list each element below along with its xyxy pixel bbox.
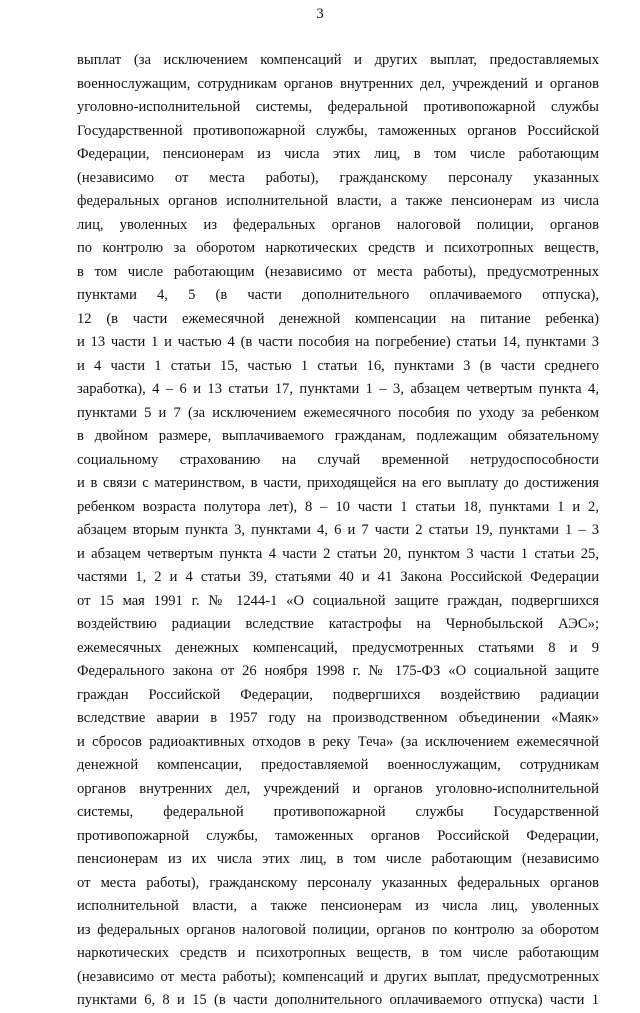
text-line: наркотических средств и психотропных веществ, в том числе работающим [77, 945, 599, 961]
text-line: органов внутренних дел, учреждений и органов уголовно-исполнительной [77, 780, 599, 797]
text-line: по контролю за оборотом наркотических средств и психотропных веществ, [77, 240, 599, 256]
text-line: исполнительной власти, а также пенсионерам из числа лиц, уволенных [77, 898, 599, 914]
text-line: и абзацем четвертым пункта 4 части 2 статьи 20, пунктом 3 части 1 статьи 25, [77, 545, 599, 562]
text-line: уголовно-исполнительной системы, федеральной противопожарной службы [77, 99, 599, 115]
text-line: в том числе работающим (независимо от места работы), предусмотренных [77, 263, 599, 280]
text-line: военнослужащим, сотрудникам органов внутренних дел, учреждений и органов [77, 75, 599, 92]
text-line: (независимо от места работы), гражданскому персоналу указанных [77, 169, 599, 186]
text-line: в двойном размере, выплачиваемого гражданам, подлежащим обязательному [77, 428, 599, 444]
text-line: лиц, уволенных из федеральных органов налоговой полиции, органов [77, 216, 599, 233]
text-line: абзацем вторым пункта 3, пунктами 4, 6 и 7 части 2 статьи 19, пунктами 1 – 3 [77, 522, 599, 538]
body-text [77, 49, 599, 1013]
text-line: федеральных органов исполнительной власти, а также пенсионерам из числа [77, 193, 599, 209]
text-line: пунктами 5 и 7 (за исключением ежемесячного пособия по уходу за ребенком [77, 404, 599, 421]
text-line: заработка), 4 – 6 и 13 статьи 17, пунктами 1 – 3, абзацем четвертым пункта 4, [77, 381, 599, 397]
text-line: воздействию радиации вследствие катастрофы на Чернобыльской АЭС»; [77, 616, 599, 632]
text-line: системы, федеральной противопожарной службы Государственной [77, 804, 599, 820]
text-line: граждан Российской Федерации, подвергшихся воздействию радиации [77, 686, 599, 703]
text-line: Государственной противопожарной службы, таможенных органов Российской [77, 122, 599, 139]
text-line: противопожарной службы, таможенных органов Российской Федерации, [77, 827, 599, 844]
text-line: ежемесячных денежных компенсаций, предусмотренных статьями 8 и 9 [77, 639, 599, 656]
text-line: из федеральных органов налоговой полиции, органов по контролю за оборотом [77, 921, 599, 938]
text-line: социальному страхованию на случай временной нетрудоспособности [77, 451, 599, 468]
text-line: от места работы), гражданскому персоналу указанных федеральных органов [77, 874, 599, 891]
text-line: Федерации, пенсионерам из числа этих лиц, в том числе работающим [77, 146, 599, 162]
text-line: и в связи с материнством, в части, приходящейся на его выплату до достижения [77, 475, 599, 491]
text-line: ребенком возраста полутора лет), 8 – 10 части 1 статьи 18, пунктами 1 и 2, [77, 498, 599, 515]
text-line: Федерального закона от 26 ноября 1998 г. № 175-ФЗ «О социальной защите [77, 663, 599, 679]
text-line: пенсионерам из их числа этих лиц, в том числе работающим (независимо [77, 851, 599, 867]
page-number: 3 [316, 6, 324, 22]
text-line: 12 (в части ежемесячной денежной компенсации на питание ребенка) [77, 310, 599, 327]
text-line: частями 1, 2 и 4 статьи 39, статьями 40 и 41 Закона Российской Федерации [77, 569, 599, 585]
text-line: пунктами 6, 8 и 15 (в части дополнительного оплачиваемого отпуска) части 1 [77, 992, 599, 1008]
text-line: (независимо от места работы); компенсаций и других выплат, предусмотренных [77, 968, 599, 985]
text-line: вследствие аварии в 1957 году на производственном объединении «Маяк» [77, 710, 599, 726]
text-line: и 4 части 1 статьи 15, частью 1 статьи 16, пунктами 3 (в части среднего [77, 357, 599, 374]
text-line: пунктами 4, 5 (в части дополнительного оплачиваемого отпуска), [77, 287, 599, 303]
text-line: от 15 мая 1991 г. № 1244-1 «О социальной защите граждан, подвергшихся [77, 592, 599, 609]
text-line: выплат (за исключением компенсаций и других выплат, предоставляемых [77, 52, 599, 68]
text-line: и сбросов радиоактивных отходов в реку Теча» (за исключением ежемесячной [77, 733, 599, 750]
text-line: денежной компенсации, предоставляемой военнослужащим, сотрудникам [77, 757, 599, 773]
text-line: и 13 части 1 и частью 4 (в части пособия на погребение) статьи 14, пунктами 3 [77, 334, 599, 350]
